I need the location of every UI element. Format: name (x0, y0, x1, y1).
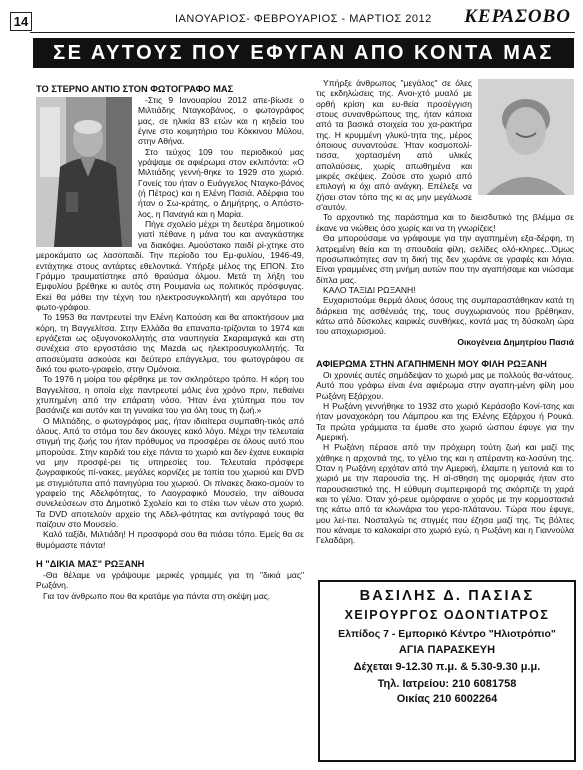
article-title-tribute: ΑΦΙΕΡΩΜΑ ΣΤΗΝ ΑΓΑΠΗΜΕΝΗ ΜΟΥ ΦΙΛΗ ΡΩΞΑΝΗ (316, 358, 547, 369)
left-column (36, 84, 304, 601)
roxani-photo (478, 79, 574, 195)
paragraph: ΚΑΛΟ ΤΑΞΙΔΙ ΡΩΞΑΝΗ! (323, 284, 416, 295)
publication-logo: ΚΕΡΑΣΟΒΟ (464, 6, 571, 27)
signature: Οικογένεια Δημητρίου Πασιά (457, 336, 574, 347)
section-banner: ΣΕ ΑΥΤΟΥΣ ΠΟΥ ΕΦΥΓΑΝ ΑΠΟ ΚΟΝΤΑ ΜΑΣ (33, 38, 574, 68)
paragraph: Η Ρωξάνη γεννήθηκε το 1932 στο χωριό Κεράσοβο Κονί-τσης και ήταν μοναχοκόρη του Λάμπρου και της Ελένης Εξάρχου ή Ρουκά. Τα πρώτα γράμματα τα έμαθε στο χωριό ώσπου έφυγε για την Αμερική. (316, 400, 574, 442)
ad-address: Ελπίδος 7 - Εμπορικό Κέντρο "Ηλιοτρόπιο" (338, 628, 556, 640)
article-title-photographer: ΤΟ ΣΤΕΡΝΟ ΑΝΤΙΟ ΣΤΟΝ ΦΩΤΟΓΡΑΦΟ ΜΑΣ (36, 84, 234, 94)
paragraph: Το αρχοντικό της παράστημα και το διεισδυτικό της βλέμμα σε έκανε να νιώθεις όσο χωρίς και να τη γνωρίζεις! (316, 212, 574, 233)
dentist-advertisement (318, 580, 576, 762)
paragraph: Ο Μιλτιάδης, ο φωτογράφος μας, ήταν ιδιαίτερα συμπαθη-τικός από όλους. Από το στόμα του δεν άκουγες κακό λόγο. Μέχρι την τελευταία στιγμή της ζωής του ήταν πρόθυμος να προσφέρει σε όλους αυτό που μπορούσε. Στην καρδιά του είχε πάντα το χωριό και δεν έχανε ευκαιρία να μην προσφέ-ρει τις υπηρεσίες του. Τελευταία πρόσφερε ζωγραφικούς πί-νακες, μεγάλες κορνίζες με τοπία του χωριού και DVD με στιγμιότυπα από πανηγύρια του χωριού. Οι πίνακες διακο-σμούν το γραφείο της Αδελφότητας, το Λαογραφικό Μουσείο, την αίθουσα συνελεύσεων στο Δημοτικό Σχολείο και το στέκι των νέων στο χωριό. Τα DVD αποτελούν αρχείο της Αδελ-φότητας και αντίγραφά τους θα παίζουν στο Μουσείο. (36, 415, 304, 530)
paragraph: Πήγε σχολείο μέχρι τη δευτέρα δημοτικού γιατί πέθανε η μάνα του και αναγκάστηκε να διακόψει. Αμούστακο παιδί ρί-χτηκε στο μεροκάματο ως λασοπαιδί. Την περίοδο του Εμ-φυλίου, 1946-49, εντάχτηκε στους αντάρτες εθελοντικά. Υπήρξε μέλος της ΕΠΟΝ. Στο Γράμμο τραυματίστηκε από θραύσμα όλμου. Μετά τη λήξη του Εμφυλίου βρέθηκε κι αυτός στη Ρουμανία ως πολιτικός πρόσφυγας. Εκεί θα μάθει την τέχνη του ηλεκτροσυγκολλητή και αργότερα του φωτο-γράφου. (36, 219, 304, 312)
ad-hours: Δέχεται 9-12.30 π.μ. & 5.30-9.30 μ.μ. (353, 661, 541, 673)
page-number: 14 (10, 12, 32, 31)
issue-date: ΙΑΝΟΥΑΡΙΟΣ- ΦΕΒΡΟΥΑΡΙΟΣ - ΜΑΡΤΙΟΣ 2012 (175, 13, 432, 25)
right-column (316, 78, 574, 546)
paragraph: -Στις 9 Ιανουαρίου 2012 απε-βίωσε ο Μιλτιάδης Νταγκοβάνος, ο φωτογράφος μας, σε ηλικία 83 ετών και η κηδεία του έγινε στο κοιμητήριο του Κόκκινου Μύλου, στην Αθήνα. (138, 95, 304, 147)
photographer-photo (36, 97, 132, 247)
header-rule (30, 32, 575, 33)
paragraph: Ευχαριστούμε θερμά όλους όσους της συμπαραστάθηκαν κατά τη διάρκεια της ασθένειάς της, τους συγχωριανούς που βρέθηκαν, κάτω από δύσκολες καιρικές συνθήκες, κοντά μας τη δύσκολη ώρα του αποχωρισμού. (316, 295, 574, 337)
paragraph: Στο τεύχος 109 του περιοδικού μας γράψαμε σε αφιέρωμα στον εκλιπόντα: «Ο Μιλτιάδης γεννή-θηκε το 1929 στο χωριό. Γονείς του ήταν ο Ευάγγελος Νταγκο-βάνος (ή Πέτρος) και η Ελένη Πασιά. Αδέρφια του ήταν ο Σω-κράτης, ο Δημήτρης, ο Απόστο-λος, η Παναγιά και η Μαρία. (138, 146, 304, 219)
ad-area: ΑΓΙΑ ΠΑΡΑΣΚΕΥΗ (398, 644, 496, 656)
paragraph: Για τον άνθρωπο που θα κρατάμε για πάντα στη σκέψη μας. (43, 590, 271, 601)
ad-office-phone: Τηλ. Ιατρείου: 210 6081758 (377, 678, 517, 690)
paragraph: Η Ρωξάνη πέρασε από την πρόχειρη τούτη ζωή και μαζί της χάθηκε η αρχοντιά της, το γέλιο της και η απέραντη κα-λοσύνη της. Όταν η Ρωξάνη ερχόταν από την Αμερική, έλαμπε η γειτονιά και το χωριό με την παρουσία της. Η αί-σθηση της ομορφιάς ήταν στο παρουσιαστικό της. Η εύθυμη συμπεριφορά της σκόρπιζε τη χαρά και το γέλιο. Όταν χό-ρευε ομόρφαινε ο χορός με την κορμοστασιά της κάτω από τα κλωνάρια του γερο-πλάτανου. Τώρα που έφυγε, μου λεί-πει. Νοσταλγώ τις στιγμές που έζησα μαζί της. Τις βόλτες που κάναμε το καλοκαίρι στο χωριό εγώ, η Ρωξάνη και η Γιαννούλα Γελαδάρη. (316, 442, 574, 546)
paragraph: -Θα θέλαμε να γράψουμε μερικές γραμμές για τη "δικιά μας" Ρωξάνη. (36, 570, 304, 591)
ad-name: ΒΑΣΙΛΗΣ Δ. ΠΑΣΙΑΣ (359, 588, 535, 604)
paragraph: Καλό ταξίδι, Μιλτιάδη! Η προσφορά σου θα πιάσει τόπο. Εμείς θα σε θυμόμαστε πάντα! (36, 529, 304, 550)
paragraph: Οι χρονιές αυτές σημάδεψαν το χωριό μας με πολλούς θα-νάτους. Αυτό που γράφω είναι ένα αφιέρωμα στην αγαπη-μένη φίλη μου Ρωξάνη Εξάρχου. (316, 369, 574, 401)
paragraph: Το 1953 θα παντρευτεί την Ελένη Καπούση και θα αποκτήσουν μια κόρη, τη Βαγγελίτσα. Στην Ελλάδα θα επαναπα-τρίζονται το 1974 και εργάζεται ως οξυγονοκολλητής στα ναυπηγεία Σκαραμαγκά και στη συνέχεια στο εργοστάσιο της Mazda ως ηλεκτροσυγκολλητής. Τα αποσεύματα ασκούσε και δεύτερο επάγγελμα, του φωτογράφου σε δικό του φωτο-γραφείο, στην Ομόνοια. (36, 312, 304, 374)
paragraph: Το 1976 η μοίρα του φέρθηκε με τον σκληρότερο τρόπο. Η κόρη του Βαγγελίτσα, η οποία είχε παντρευτεί μόλις ένα χρόνο πριν, πεθαίνει χτυπημένη από την επάρατη νόσο. Ήταν ένα χτύπημα που τον βασάνιζε και αυτόν και τη γυναίκα του για όλη τους τη ζωή.» (36, 374, 304, 416)
paragraph: Υπήρξε άνθρωπος "μεγάλος" σε όλες τις εκδηλώσεις της. Ανοι-χτό μυαλό με ορθή κρίση και ευ-θεία προσέγγιση στους συνανθρώπους της, ήταν κάποια από τα βασικά στοιχεία του χα-ρακτήρα της. Η κρυμμένη γλυκύ-τητα της, μέρος όποιους συναντούσε. Ήταν κοσμοπολί-τισσα, χορτασμένη από υλικές απολαύσεις, χωρίς απωθημένα και μικρές σκέψεις. Ζούσε στο χωριό από επιλογή κι όχι από ανάγκη. Επέλεξε να ζήσει στον τόπο της κι ας μην μεγάλωσε σ'αυτόν. (316, 78, 472, 213)
paragraph: Θα μπορούσαμε να γράφουμε για την αγαπημένη εξα-δέρφη, τη λατρεμένη θεία και τη σπουδαία φίλη, σελίδες ολό-κληρες...Όμως προσωπικότητες σαν τη δική της δεν χωράνε σε γραφές και λόγια. Είναι γραμμένες στη μνήμη αυτών που την αγαπήσαμε και νιώσαμε δίπλα μας. (316, 233, 574, 285)
ad-home-phone: Οικίας 210 6002264 (396, 693, 498, 705)
article-title-roxani: Η "ΔΙΚΙΑ ΜΑΣ" ΡΩΞΑΝΗ (36, 559, 145, 570)
ad-profession: ΧΕΙΡΟΥΡΓΟΣ ΟΔΟΝΤΙΑΤΡΟΣ (344, 608, 550, 622)
